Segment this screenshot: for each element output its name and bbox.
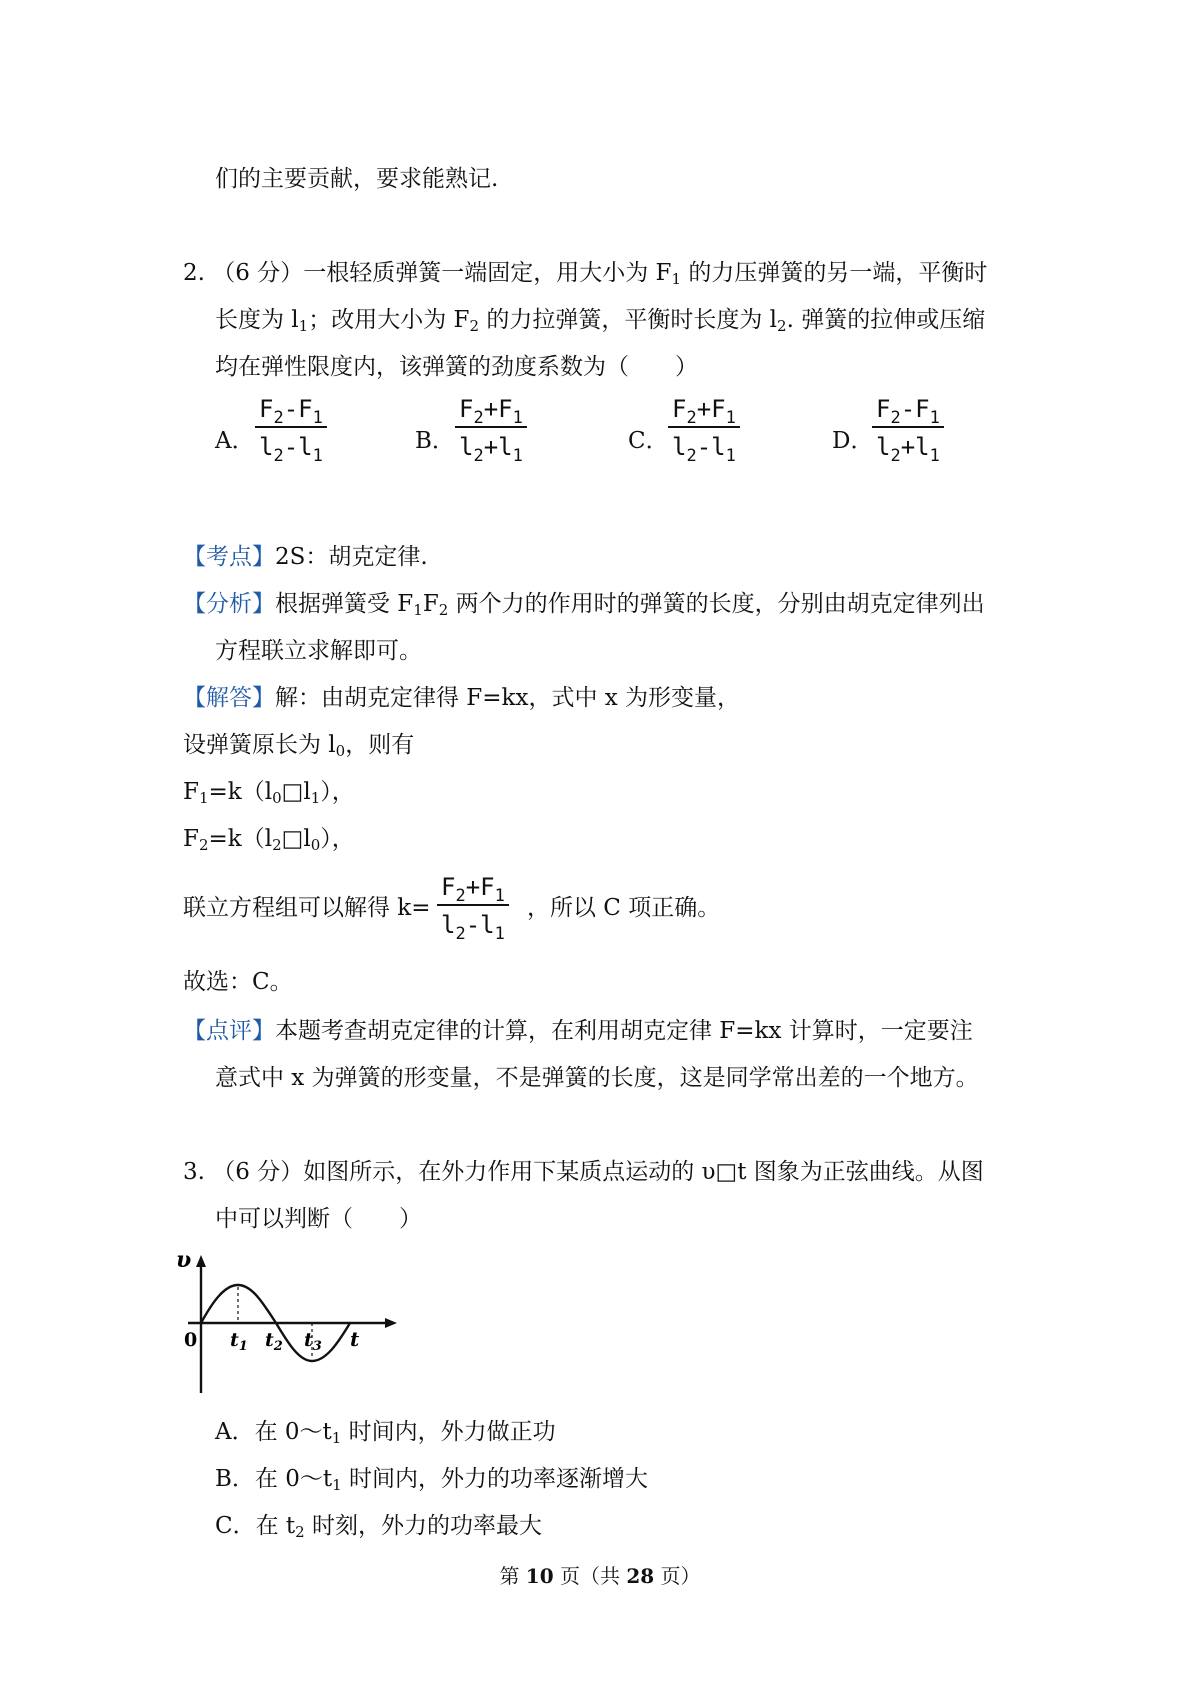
option-fraction — [455, 392, 527, 464]
subscript: 0 — [335, 742, 346, 760]
fenxi-line2: 方程联立求解即可。 — [215, 638, 422, 664]
q3-line2: 中可以判断（ ） — [215, 1206, 422, 1232]
q2-text: . 弹簧的拉伸或压缩 — [786, 307, 986, 333]
q2-text: 长度为 l — [215, 307, 299, 333]
t1-label: $t_1$ — [230, 1329, 248, 1354]
t-axis-label: t — [350, 1327, 360, 1351]
fenxi-tag: 【分析】 — [183, 591, 275, 617]
q3-score: （6 分） — [212, 1159, 304, 1185]
kaodian-tag: 【考点】 — [183, 544, 275, 570]
q2-line1 — [183, 254, 987, 287]
jieda-solve-b: ，所以 C 项正确。 — [527, 895, 721, 921]
jieda-text: 解：由胡克定律得 F=kx，式中 x 为形变量， — [275, 685, 741, 711]
origin-label: 0 — [184, 1329, 198, 1351]
dianping-text: 本题考查胡克定律的计算，在利用胡克定律 F=kx 计算时，一定要注 — [275, 1018, 973, 1044]
q3-text: 如图所示，在外力作用下某质点运动的 υ□t 图象为正弦曲线。从图 — [303, 1159, 984, 1185]
subscript: 1 — [413, 601, 423, 619]
dianping-line2: 意式中 x 为弹簧的形变量，不是弹簧的长度，这是同学常出差的一个地方。 — [215, 1065, 979, 1091]
option-letter: B． — [415, 428, 455, 454]
v-axis-label: υ — [176, 1247, 192, 1273]
option-letter: A． — [215, 428, 255, 454]
jieda-row — [183, 679, 740, 712]
t3-label: $t_3$ — [304, 1329, 322, 1354]
q3-number: 3. — [183, 1159, 205, 1185]
subscript: 2 — [438, 601, 449, 619]
prev-answer-tail: 们的主要贡献，要求能熟记. — [215, 166, 499, 192]
fraction-numerator: $F_2+F_1$ — [441, 873, 505, 906]
q2-number: 2. — [183, 260, 205, 286]
k-fraction — [437, 870, 509, 942]
jieda-text: ，则有 — [345, 732, 415, 758]
fenxi-text: F — [422, 591, 439, 617]
fraction-denominator: $l_2-l_1$ — [441, 911, 505, 944]
page-total: 28 — [626, 1564, 655, 1588]
q2-text: 的力拉弹簧，平衡时长度为 l — [479, 307, 778, 333]
jieda-choice: 故选：C。 — [183, 969, 293, 995]
fraction-denominator: $l_2+l_1$ — [876, 433, 940, 466]
fenxi-row — [183, 585, 985, 618]
t2-label: $t_2$ — [265, 1329, 283, 1354]
page-footer: 第 10 页（共 28 页） — [499, 1564, 701, 1588]
v-axis-arrow — [196, 1255, 206, 1267]
option-fraction — [255, 392, 327, 464]
fenxi-text: 两个力的作用时的弹簧的长度，分别由胡克定律列出 — [448, 591, 985, 617]
fraction-numerator: $F_2+F_1$ — [459, 395, 523, 428]
q2-text: 一根轻质弹簧一端固定，用大小为 F — [303, 260, 672, 286]
subscript: 1 — [298, 317, 309, 335]
fenxi-text: 根据弹簧受 F — [275, 591, 414, 617]
fraction-numerator: $F_2-F_1$ — [876, 395, 940, 428]
q3-option-b[interactable]: B．在 $0\sim t_1$ 时间内，外力的功率逐渐增大 — [215, 1466, 648, 1494]
q2-option-a[interactable] — [215, 392, 365, 472]
option-fraction — [668, 392, 740, 464]
kaodian-row — [183, 538, 428, 571]
subscript: 2 — [777, 317, 787, 335]
dianping-tag: 【点评】 — [183, 1018, 275, 1044]
jieda-eq2: $F_2=k(l_2□l_0)$， — [183, 826, 355, 854]
t-axis-arrow — [385, 1318, 397, 1328]
jieda-eq1: $F_1=k(l_0□l_1)$， — [183, 779, 355, 807]
q2-line3: 均在弹性限度内，该弹簧的劲度系数为（ ） — [215, 354, 698, 380]
q2-option-d[interactable] — [832, 392, 982, 472]
option-letter: D． — [832, 428, 874, 454]
jieda-line2 — [183, 726, 414, 759]
q2-line2 — [215, 301, 985, 334]
vt-graph — [160, 1245, 400, 1395]
fraction-numerator: $F_2-F_1$ — [259, 395, 323, 428]
subscript: 2 — [469, 317, 480, 335]
page-number: 10 — [525, 1564, 554, 1588]
q2-option-b[interactable] — [415, 392, 565, 472]
fraction-denominator: $l_2-l_1$ — [259, 433, 323, 466]
fraction-numerator: $F_2+F_1$ — [672, 395, 736, 428]
subscript: 1 — [671, 270, 682, 288]
q2-text: ；改用大小为 F — [308, 307, 470, 333]
q2-option-c[interactable] — [628, 392, 778, 472]
kaodian-text: 2S：胡克定律. — [275, 544, 428, 570]
option-fraction — [872, 392, 944, 464]
q2-score: （6 分） — [212, 260, 304, 286]
q3-option-a[interactable]: A．在 $0\sim t_1$ 时间内，外力做正功 — [215, 1419, 556, 1447]
dianping-row — [183, 1012, 973, 1045]
option-letter: C． — [628, 428, 669, 454]
jieda-solve-a: 联立方程组可以解得 k= — [183, 895, 431, 921]
fraction-denominator: $l_2-l_1$ — [672, 433, 736, 466]
q3-line1 — [183, 1153, 984, 1186]
q2-text: 的力压弹簧的另一端，平衡时 — [681, 260, 988, 286]
fraction-denominator: $l_2+l_1$ — [459, 433, 523, 466]
jieda-text: 设弹簧原长为 l — [183, 732, 336, 758]
jieda-tag: 【解答】 — [183, 685, 275, 711]
q3-option-c[interactable]: C．在 $t_2$ 时刻，外力的功率最大 — [215, 1513, 543, 1541]
